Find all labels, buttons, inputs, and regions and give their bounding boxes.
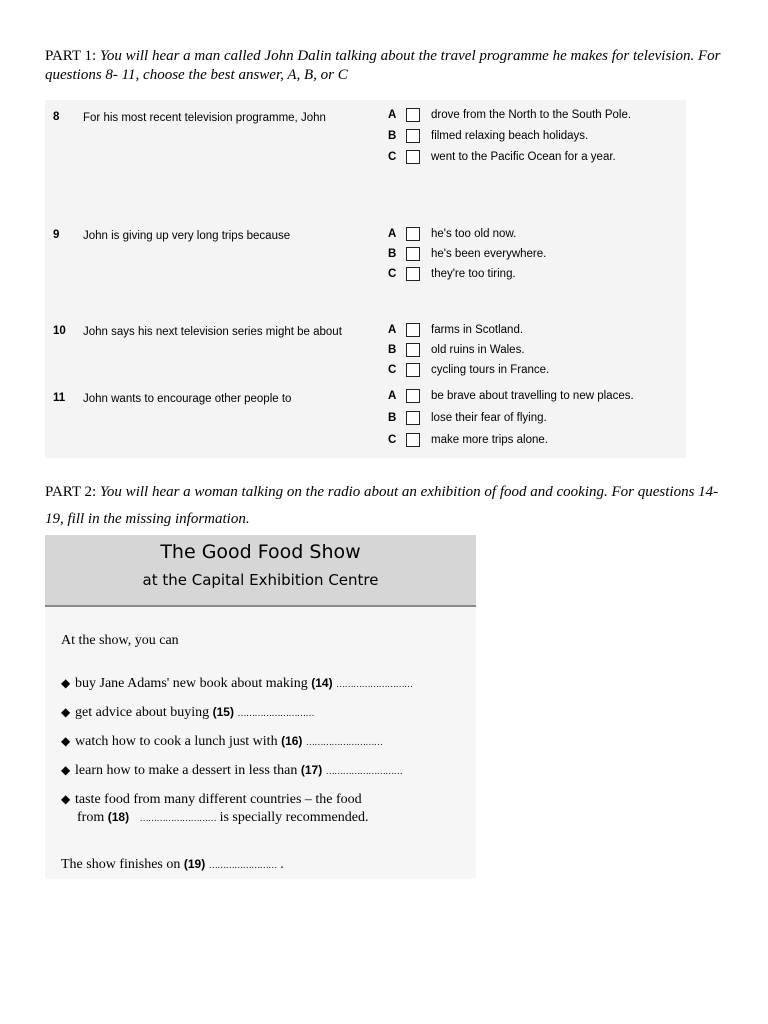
- part1-heading: [45, 47, 735, 85]
- answer-checkbox[interactable]: [406, 411, 420, 425]
- part2-form-block: [45, 535, 476, 879]
- option-letter: C: [388, 434, 397, 446]
- item-text: buy Jane Adams' new book about making: [75, 676, 312, 691]
- option-a[interactable]: [388, 227, 688, 245]
- intro-text: At the show, you can: [61, 633, 179, 648]
- item-text: learn how to make a dessert in less than: [75, 763, 301, 778]
- closing-text: The show finishes on: [61, 857, 184, 872]
- item-text-after: is specially recommended.: [216, 810, 369, 825]
- option-a[interactable]: [388, 323, 688, 341]
- option-letter: A: [388, 324, 397, 336]
- part2-label: PART 2:: [45, 484, 97, 500]
- question-number: (18): [107, 810, 130, 824]
- option-c[interactable]: [388, 363, 688, 381]
- option-text: he's been everywhere.: [431, 248, 547, 260]
- option-text: filmed relaxing beach holidays.: [431, 130, 589, 142]
- answer-blank-18[interactable]: ………………………: [139, 813, 217, 823]
- diamond-bullet-icon: ◆: [61, 734, 71, 748]
- item-text: taste food from many different countries – the food: [75, 792, 362, 807]
- diamond-bullet-icon: ◆: [61, 792, 71, 806]
- option-text: be brave about travelling to new places.: [431, 390, 634, 402]
- answer-checkbox[interactable]: [406, 108, 420, 122]
- option-letter: C: [388, 364, 397, 376]
- part2-heading: [45, 479, 735, 533]
- question-number: 11: [53, 392, 66, 404]
- diamond-bullet-icon: ◆: [61, 763, 71, 777]
- option-letter: A: [388, 228, 397, 240]
- answer-checkbox[interactable]: [406, 150, 420, 164]
- question-number: 10: [53, 325, 66, 337]
- item-text: from: [77, 810, 108, 825]
- question-number: (16): [281, 734, 303, 748]
- option-c[interactable]: [388, 150, 688, 168]
- closing-text-after: .: [276, 857, 284, 872]
- closing-line: [61, 857, 284, 873]
- answer-checkbox[interactable]: [406, 389, 420, 403]
- option-letter: B: [388, 130, 397, 142]
- answer-blank-17[interactable]: ………………………: [325, 766, 403, 776]
- fill-item-18-continued: [77, 810, 368, 826]
- option-text: he's too old now.: [431, 228, 517, 240]
- question-number: (19): [183, 857, 206, 871]
- option-letter: C: [388, 268, 397, 280]
- option-text: cycling tours in France.: [431, 364, 550, 376]
- question-stem: John says his next television series might be about: [83, 326, 342, 338]
- option-b[interactable]: [388, 411, 688, 429]
- option-text: lose their fear of flying.: [431, 412, 547, 424]
- show-title: The Good Food Show: [160, 541, 361, 563]
- option-text: went to the Pacific Ocean for a year.: [431, 151, 616, 163]
- fill-item-14: [61, 676, 413, 692]
- part1-instruction: You will hear a man called John Dalin talking about the travel programme he makes for television. For questions 8- 11, choose the best answer, A, B, or C: [45, 48, 721, 83]
- question-number: 8: [53, 111, 60, 123]
- show-subtitle: at the Capital Exhibition Centre: [142, 571, 379, 589]
- fill-item-18: [61, 792, 362, 808]
- answer-checkbox[interactable]: [406, 323, 420, 337]
- answer-checkbox[interactable]: [406, 343, 420, 357]
- option-c[interactable]: [388, 267, 688, 285]
- answer-blank-15[interactable]: ………………………: [237, 708, 314, 718]
- question-stem: For his most recent television programme, John: [83, 112, 326, 124]
- question-number: (17): [300, 763, 323, 777]
- option-letter: B: [388, 248, 397, 260]
- answer-checkbox[interactable]: [406, 267, 420, 281]
- diamond-bullet-icon: ◆: [61, 705, 71, 719]
- option-a[interactable]: [388, 108, 688, 126]
- diamond-bullet-icon: ◆: [61, 676, 71, 690]
- fill-item-16: [61, 734, 382, 750]
- option-text: drove from the North to the South Pole.: [431, 109, 632, 121]
- answer-blank-19[interactable]: ……………………: [208, 860, 277, 870]
- option-b[interactable]: [388, 247, 688, 265]
- question-number: (15): [212, 705, 234, 719]
- part1-label: PART 1:: [45, 48, 97, 64]
- question-number: (14): [311, 676, 333, 690]
- fill-item-15: [61, 705, 314, 721]
- option-letter: A: [388, 390, 397, 402]
- answer-checkbox[interactable]: [406, 247, 420, 261]
- question-stem: John is giving up very long trips because: [83, 230, 291, 242]
- part2-instruction: You will hear a woman talking on the radio about an exhibition of food and cooking. For questions 14- 19, fill in the missing information.: [45, 484, 719, 527]
- part1-question-block: [45, 100, 686, 458]
- fill-item-17: [61, 763, 402, 779]
- option-b[interactable]: [388, 129, 688, 147]
- answer-checkbox[interactable]: [406, 363, 420, 377]
- item-text: get advice about buying: [75, 705, 213, 720]
- option-letter: C: [388, 151, 397, 163]
- answer-blank-14[interactable]: ………………………: [336, 679, 413, 689]
- answer-checkbox[interactable]: [406, 433, 420, 447]
- option-letter: A: [388, 109, 397, 121]
- show-header: [45, 535, 476, 607]
- option-a[interactable]: [388, 389, 688, 407]
- answer-blank-16[interactable]: ………………………: [305, 737, 383, 747]
- option-c[interactable]: [388, 433, 688, 451]
- option-text: make more trips alone.: [431, 434, 548, 446]
- option-text: they're too tiring.: [431, 268, 516, 280]
- answer-checkbox[interactable]: [406, 129, 420, 143]
- option-text: old ruins in Wales.: [431, 344, 525, 356]
- question-number: 9: [53, 229, 60, 241]
- option-letter: B: [388, 344, 397, 356]
- option-text: farms in Scotland.: [431, 324, 524, 336]
- question-stem: John wants to encourage other people to: [83, 393, 292, 405]
- item-text: watch how to cook a lunch just with: [75, 734, 282, 749]
- option-letter: B: [388, 412, 397, 424]
- option-b[interactable]: [388, 343, 688, 361]
- answer-checkbox[interactable]: [406, 227, 420, 241]
